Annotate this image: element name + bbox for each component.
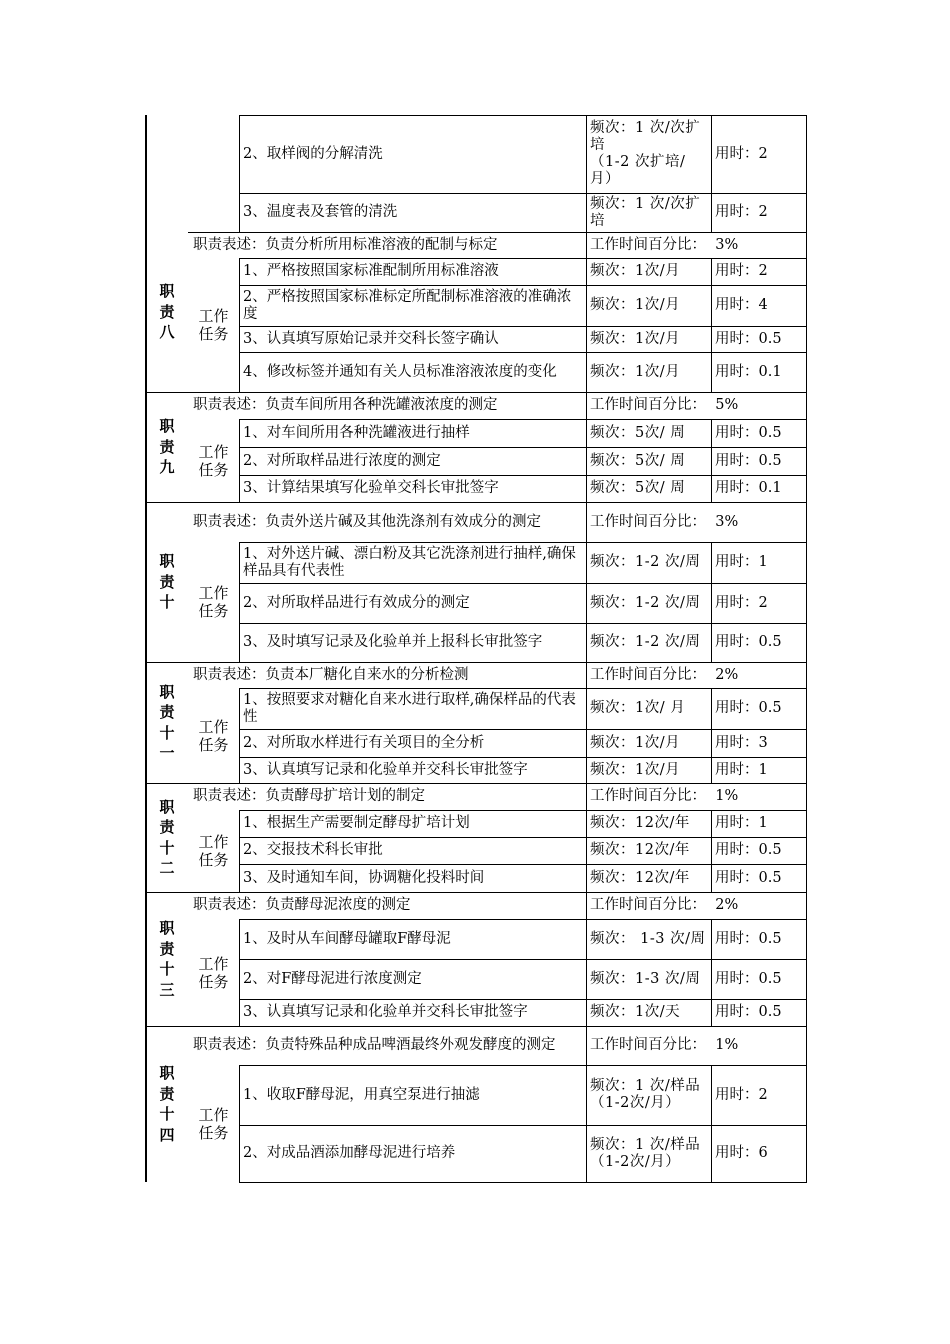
task-text: 1、根据生产需要制定酵母扩培计划 [243,815,470,831]
task-text: 2、对F酵母泥进行浓度测定 [243,970,422,987]
task-time: 用时：0.5 [715,1004,782,1020]
table-rule [188,662,807,663]
task-time: 用时：4 [715,297,768,313]
task-time: 用时：0.5 [715,930,782,947]
table-rule [806,115,807,232]
table-rule [145,892,147,1026]
task-frequency: 频次：5次/ 周 [590,424,686,441]
table-rule [586,285,807,286]
task-frequency: 频次：1次/ 月 [590,700,686,716]
table-rule [806,1026,807,1182]
table-rule [239,352,586,353]
table-rule [188,783,807,784]
task-frequency: 频次：1-2 次/周 [590,554,701,570]
task-time: 用时：0.5 [715,452,782,469]
table-rule [146,502,188,503]
table-rule [145,1026,147,1182]
table-rule [239,542,807,543]
table-rule [586,864,807,865]
duty-name: 职 责 十 二 [159,797,175,877]
table-rule [586,783,587,892]
table-rule [711,115,712,232]
table-rule [711,1065,712,1182]
table-rule [586,1182,807,1183]
table-rule [239,542,240,662]
table-rule [586,475,807,476]
duty-description: 职责表述：负责酵母泥浓度的测定 [193,897,411,913]
task-text: 3、及时填写记录及化验单并上报科长审批签字 [243,634,543,650]
task-frequency: 频次：1 次/次扩培 [590,195,701,229]
task-frequency: 频次：1-2 次/周 [590,594,701,611]
task-text: 3、及时通知车间，协调糖化投料时间 [243,869,485,886]
table-rule [239,583,586,584]
work-time-percentage: 工作时间百分比： 1% [590,788,739,804]
task-text: 1、收取F酵母泥，用真空泵进行抽滤 [243,1086,480,1103]
task-time: 用时：2 [715,263,768,279]
table-rule [239,810,807,811]
table-rule [239,623,586,624]
work-task-label: 工作 任务 [198,307,229,343]
task-frequency: 频次：12次/年 [590,815,690,831]
table-rule [239,258,240,392]
task-text: 2、对成品酒添加酵母泥进行培养 [243,1145,456,1161]
table-rule [586,999,807,1000]
table-rule [239,688,807,689]
table-rule [145,115,147,232]
table-rule [146,783,188,784]
table-rule [239,475,586,476]
task-frequency: 频次：1 次/样品 （1-2次/月） [590,1078,701,1111]
table-rule [711,419,712,502]
task-time: 用时：0.5 [715,634,782,650]
task-frequency: 频次：1-3 次/周 [590,970,701,987]
table-rule [586,326,807,327]
table-rule [145,662,147,783]
task-text: 3、认真填写原始记录并交科长签字确认 [243,330,499,347]
task-text: 4、修改标签并通知有关人员标准溶液浓度的变化 [243,363,557,380]
task-time: 用时：2 [715,594,768,611]
task-time: 用时：2 [715,145,768,162]
task-time: 用时：0.1 [715,480,782,496]
task-time: 用时：6 [715,1145,768,1161]
work-time-percentage: 工作时间百分比： 2% [590,666,739,683]
table-rule [586,1125,807,1126]
task-time: 用时：1 [715,761,768,778]
table-rule [188,892,807,893]
table-rule [586,583,807,584]
table-rule [806,502,807,662]
work-time-percentage: 工作时间百分比： 2% [590,897,739,913]
task-time: 用时：0.5 [715,424,782,441]
task-time: 用时：2 [715,1086,768,1103]
task-text: 2、对所取样品进行浓度的测定 [243,452,441,469]
task-frequency: 频次：1次/月 [590,263,681,279]
table-rule [711,919,712,1026]
table-rule [239,115,240,232]
work-task-label: 工作 任务 [198,717,229,754]
task-time: 用时：2 [715,204,768,220]
task-time: 用时：3 [715,734,768,751]
task-frequency: 频次：1 次/样品 （1-2次/月） [590,1136,701,1170]
table-rule [586,1026,587,1182]
table-rule [711,542,712,662]
work-time-percentage: 工作时间百分比： 3% [590,236,739,253]
table-rule [586,892,587,1026]
duty-name: 职 责 九 [159,417,175,477]
table-rule [145,392,147,502]
duty-description: 职责表述：负责特殊品种成品啤酒最终外观发酵度的测定 [193,1037,556,1053]
table-rule [239,1125,586,1126]
task-text: 2、严格按照国家标准标定所配制标准溶液的准确浓度 [243,288,572,322]
work-time-percentage: 工作时间百分比： 3% [590,513,739,530]
duty-description: 职责表述：负责分析所用标准溶液的配制与标定 [193,236,498,253]
table-rule [239,999,586,1000]
table-rule [806,783,807,892]
table-rule [586,662,587,783]
task-time: 用时：1 [715,815,768,831]
table-rule [188,232,807,233]
duty-name: 职 责 十 一 [159,682,175,762]
table-rule [586,352,807,353]
table-rule [239,864,586,865]
table-rule [586,729,807,730]
task-frequency: 频次：1次/月 [590,734,681,751]
task-frequency: 频次：1次/月 [590,330,681,347]
table-rule [146,392,188,393]
task-frequency: 频次：1次/月 [590,363,681,380]
duty-description: 职责表述：负责外送片碱及其他洗涤剂有效成分的测定 [193,513,541,530]
task-text: 1、按照要求对糖化自来水进行取样,确保样品的代表性 [243,691,576,725]
task-frequency: 频次：5次/ 周 [590,452,686,469]
table-rule [188,392,807,393]
table-rule [239,837,586,838]
table-rule [188,1026,807,1027]
task-time: 用时：1 [715,554,768,570]
table-rule [239,959,586,960]
table-rule [239,1182,586,1183]
duty-description: 职责表述：负责本厂糖化自来水的分析检测 [193,666,469,683]
table-rule [239,919,240,1026]
table-rule [145,502,147,662]
table-rule [586,959,807,960]
table-rule [239,729,586,730]
table-rule [239,1065,807,1066]
table-rule [146,892,188,893]
work-task-label: 工作 任务 [198,833,229,869]
task-frequency: 频次：5次/ 周 [590,480,686,496]
table-rule [711,688,712,783]
table-rule [239,810,240,892]
table-rule [586,447,807,448]
table-rule [145,783,147,892]
duty-description: 职责表述：负责酵母扩培计划的制定 [193,788,425,804]
task-text: 3、认真填写记录和化验单并交科长审批签字 [243,1004,528,1020]
table-rule [586,115,587,232]
table-rule [586,757,807,758]
task-time: 用时：0.5 [715,842,782,858]
duty-description: 职责表述：负责车间所用各种洗罐液浓度的测定 [193,397,498,413]
task-text: 3、认真填写记录和化验单并交科长审批签字 [243,761,528,778]
task-time: 用时：0.5 [715,970,782,987]
table-rule [239,447,586,448]
work-task-label: 工作 任务 [198,442,229,479]
task-text: 2、对所取水样进行有关项目的全分析 [243,734,485,751]
table-rule [806,892,807,1026]
table-rule [586,502,587,662]
task-text: 1、对外送片碱、漂白粉及其它洗涤剂进行抽样,确保样品具有代表性 [243,545,576,579]
table-rule [145,232,147,392]
table-rule [239,258,807,259]
task-frequency: 频次：1-2 次/周 [590,634,701,650]
table-rule [711,810,712,892]
task-text: 2、取样阀的分解清洗 [243,145,383,162]
task-text: 2、对所取样品进行有效成分的测定 [243,594,470,611]
duty-name: 职 责 十 [159,552,175,612]
task-time: 用时：0.5 [715,869,782,886]
task-time: 用时：0.5 [715,700,782,716]
table-rule [806,392,807,502]
table-rule [239,1065,240,1182]
table-rule [711,258,712,392]
task-time: 用时：0.5 [715,330,782,347]
table-rule [146,1026,188,1027]
duty-name: 职 责 十 四 [159,1064,175,1144]
task-text: 3、温度表及套管的清洗 [243,204,398,220]
task-frequency: 频次：1次/月 [590,297,681,313]
table-rule [806,232,807,392]
table-rule [806,662,807,783]
table-rule [188,502,807,503]
table-rule [586,623,807,624]
task-time: 用时：0.1 [715,363,782,380]
table-rule [239,419,807,420]
task-text: 1、及时从车间酵母罐取F酵母泥 [243,930,451,947]
task-text: 1、对车间所用各种洗罐液进行抽样 [243,424,470,441]
work-time-percentage: 工作时间百分比： 5% [590,397,739,413]
task-text: 3、计算结果填写化验单交科长审批签字 [243,480,499,496]
task-frequency: 频次：1次/月 [590,761,681,778]
task-frequency: 频次：12次/年 [590,842,690,858]
work-task-label: 工作 任务 [198,1105,229,1142]
task-frequency: 频次：1 次/次扩培 （1-2 次扩培/月） [590,120,701,187]
work-time-percentage: 工作时间百分比： 1% [590,1037,739,1053]
table-rule [146,662,188,663]
table-rule [239,326,586,327]
task-text: 2、交报技术科长审批 [243,842,383,858]
task-frequency: 频次：1次/天 [590,1004,681,1020]
task-frequency: 频次： 1-3 次/周 [590,930,706,947]
duty-name: 职 责 十 三 [159,919,175,999]
duty-name: 职 责 八 [159,282,175,342]
table-rule [239,757,586,758]
table-rule [239,688,240,783]
task-text: 1、严格按照国家标准配制所用标准溶液 [243,263,499,279]
table-rule [586,837,807,838]
work-task-label: 工作 任务 [198,584,229,620]
table-rule [239,919,807,920]
table-rule [239,419,240,502]
work-task-label: 工作 任务 [198,954,229,991]
table-rule [586,392,587,502]
table-rule [586,232,587,392]
task-frequency: 频次：12次/年 [590,869,690,886]
table-rule [239,285,586,286]
